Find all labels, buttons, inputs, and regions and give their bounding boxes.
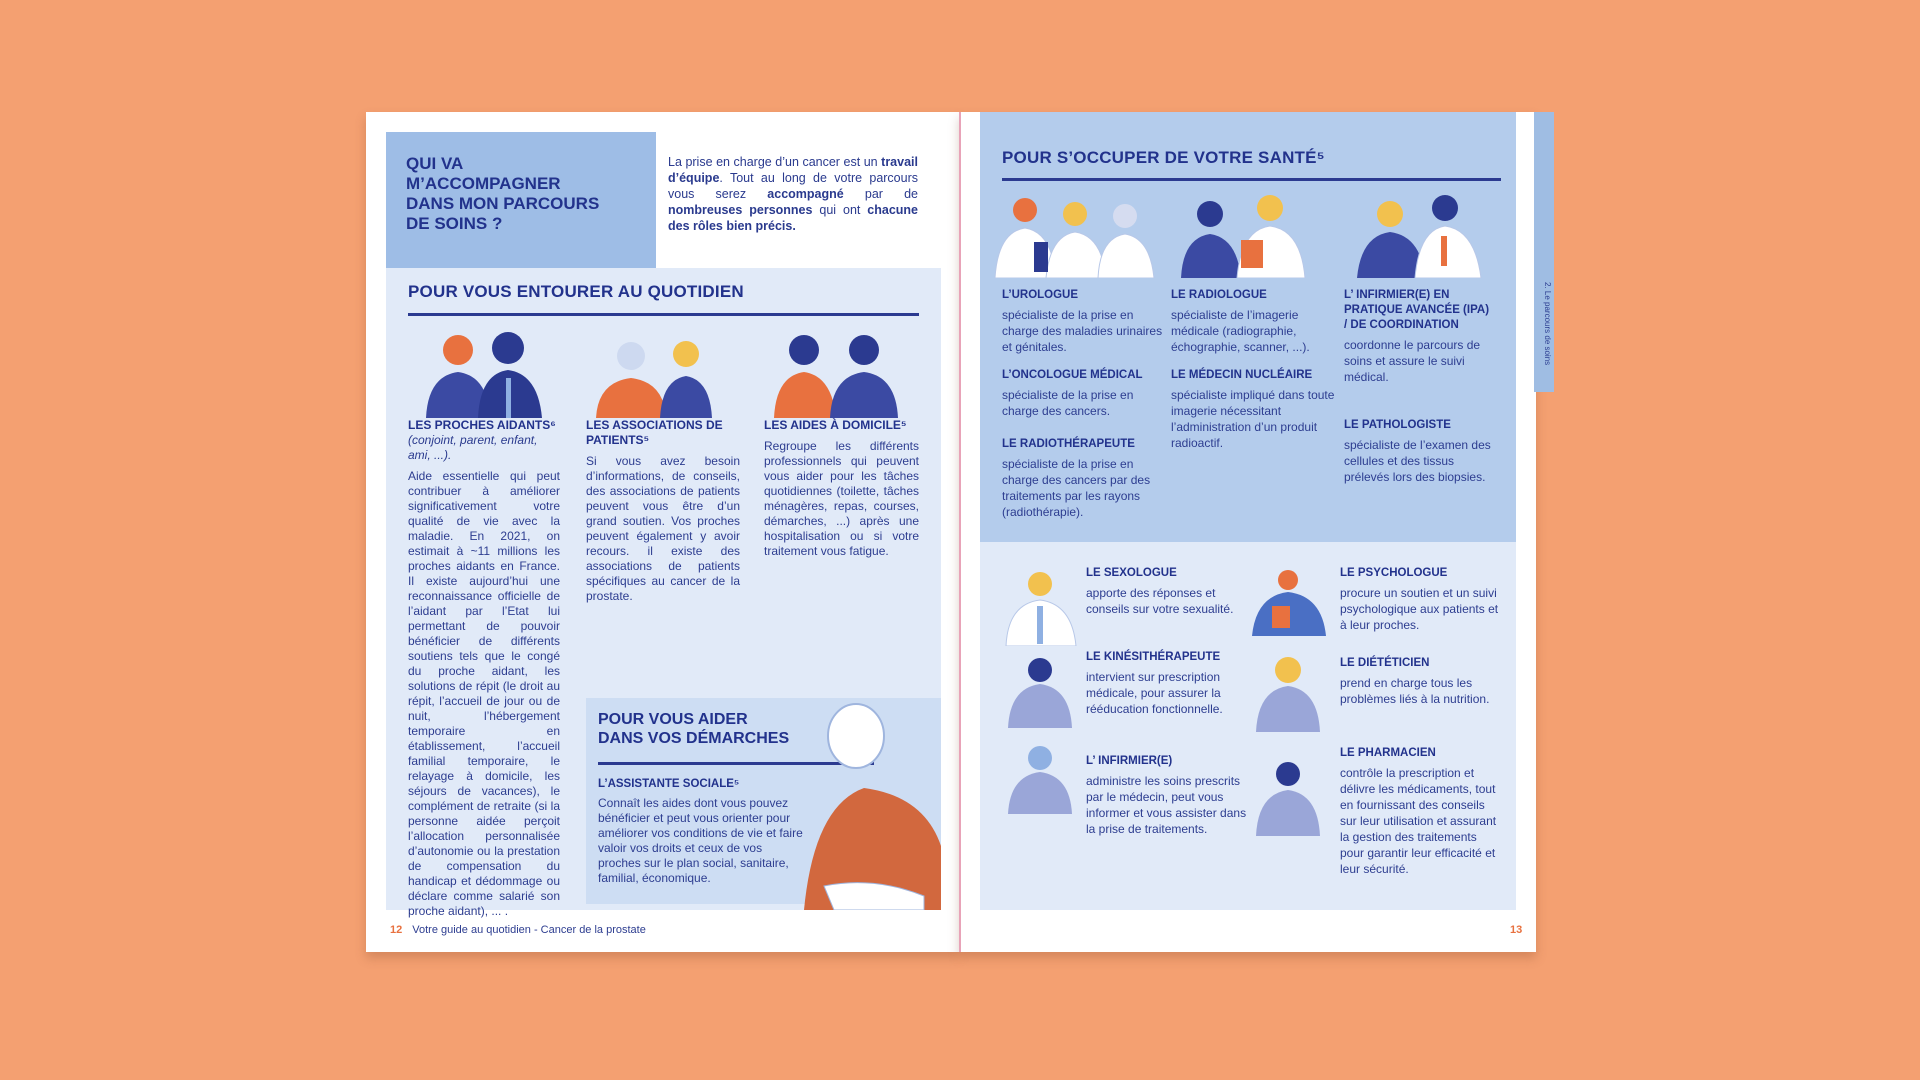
page-number: 12 [390, 924, 403, 936]
intro-bold: chacune des rôles bien précis. [668, 203, 918, 233]
role-body: spécialiste de l’examen des cellules et des tissus prélevés lors des biopsies. [1344, 438, 1491, 484]
column-associations [586, 418, 740, 604]
aid-heading: L’ASSISTANTE SOCIALE⁵ [598, 778, 740, 790]
associations-illustration [586, 328, 736, 418]
column-home-help [764, 418, 919, 559]
intro-text: par de [843, 187, 919, 201]
role-nuclear-physician [1171, 368, 1336, 451]
column-body: Si vous avez besoin d’informations, de conseils, des associations de patients peuvent vous être d’un grand soutien. Vos proches peuvent également y avoir recours. il existe des associations de patients spécifiques au cancer de la prostate. [586, 454, 740, 603]
role-physiotherapist [1086, 650, 1251, 717]
role-heading: LE MÉDECIN NUCLÉAIRE [1171, 369, 1313, 381]
page-number-right: 13 [1510, 924, 1523, 936]
role-body: procure un soutien et un suivi psychologique aux patients et à leur proches. [1340, 586, 1499, 632]
footer-left [390, 924, 646, 936]
column-body: Regroupe les différents professionnels qui peuvent vous aider pour les tâches quotidiennes (toilette, tâches ménagères, repas, courses, démarches, ...) après une hospitalisation ou si votre traitement vous fatigue. [764, 439, 919, 558]
role-pathologist [1344, 418, 1494, 485]
role-body: spécialiste de la prise en charge des maladies urinaires et génitales. [1002, 308, 1163, 354]
question-title: QUI VA M’ACCOMPAGNER DANS MON PARCOURS DE SOINS ? [406, 154, 600, 233]
role-body: spécialiste impliqué dans toute imagerie nécessitant l’administration d’un produit radioactif. [1171, 388, 1335, 450]
left-page [366, 112, 959, 952]
role-heading: LE KINÉSITHÉRAPEUTE [1086, 651, 1221, 663]
role-heading: LE PHARMACIEN [1340, 747, 1436, 759]
nurse-coordination-illustration [1345, 192, 1495, 278]
role-body: prend en charge tous les problèmes liés à la nutrition. [1340, 676, 1490, 706]
intro-bold: travail d’équipe [668, 155, 918, 185]
nurse-illustration [1000, 738, 1080, 818]
role-advanced-nurse [1344, 288, 1494, 385]
role-nurse [1086, 754, 1251, 837]
role-body: apporte des réponses et conseils sur votre sexualité. [1086, 586, 1234, 616]
section-title: POUR S’OCCUPER DE VOTRE SANTÉ⁵ [1002, 148, 1325, 167]
side-tab-label: 2. Le parcours de soins [1543, 282, 1552, 366]
brochure-spread [366, 112, 1552, 952]
role-radiotherapist [1002, 437, 1167, 520]
role-oncologist [1002, 368, 1167, 419]
role-heading: L’ INFIRMIER(E) [1086, 755, 1173, 767]
health-section [980, 112, 1516, 542]
role-radiologist [1171, 288, 1336, 355]
role-heading: L’ONCOLOGUE MÉDICAL [1002, 369, 1143, 381]
role-heading: L’ INFIRMIER(E) EN PRATIQUE AVANCÉE (IPA) / DE COORDINATION [1344, 289, 1490, 331]
role-heading: LE DIÉTÉTICIEN [1340, 657, 1430, 669]
physiotherapist-illustration [1000, 652, 1080, 732]
column-heading: LES AIDES À DOMICILE⁵ [764, 418, 907, 432]
role-psychologist [1340, 566, 1500, 633]
role-heading: LE PSYCHOLOGUE [1340, 567, 1448, 579]
psychologist-illustration [1248, 566, 1328, 646]
role-heading: LE RADIOLOGUE [1171, 289, 1267, 301]
question-box [386, 132, 656, 268]
other-professionals-section [980, 542, 1516, 910]
role-heading: LE SEXOLOGUE [1086, 567, 1177, 579]
dietitian-illustration [1248, 652, 1328, 732]
social-worker-illustration [794, 696, 941, 910]
role-heading: LE RADIOTHÉRAPEUTE [1002, 438, 1135, 450]
intro-bold: nombreuses personnes [668, 203, 813, 217]
role-body: spécialiste de la prise en charge des cancers par des traitements par les rayons (radiothérapie). [1002, 457, 1151, 519]
column-subtitle: (conjoint, parent, enfant, ami, ...). [408, 433, 538, 462]
aid-body: Connaît les aides dont vous pouvez bénéficier et peut vous orienter pour améliorer vos conditions de vie et faire valoir vos droits et ceux de vos proches sur le plan social, sanitaire, familial, économique. [598, 796, 803, 885]
caregivers-illustration [408, 328, 558, 418]
role-pharmacist [1340, 746, 1500, 877]
urology-team-illustration [990, 192, 1155, 278]
role-dietitian [1340, 656, 1500, 707]
section-title: POUR VOUS ENTOURER AU QUOTIDIEN [408, 282, 744, 301]
daily-support-section [386, 268, 941, 918]
home-help-illustration [764, 328, 914, 418]
column-heading: LES ASSOCIATIONS DE PATIENTS⁵ [586, 418, 723, 447]
role-body: spécialiste de la prise en charge des cancers. [1002, 388, 1134, 418]
section-rule [1002, 178, 1501, 181]
radiology-illustration [1175, 192, 1315, 278]
column-body: Aide essentielle qui peut contribuer à améliorer significativement votre qualité de vie avec la maladie. En 2021, on estimait à ~11 millions les proches aidants en France. Il existe aujourd’hui une reconnaissance officielle de l’aidant par l’Etat lui permettant de pouvoir bénéficier de différents soutiens tels que le congé du proche aidant, les solutions de répit (le droit au répit, l’accueil de jour ou de nuit, l’hébergement temporaire en établissement, l’accueil familial temporaire, le relayage à domicile, les séjours de vacances), le complément de retraite (si la personne aidée perçoit l’allocation personnalisée d’autonomie ou la prestation de compensation du handicap et dédommage ou déclare comme salarié son proche aidant), ... . [408, 469, 560, 918]
aid-title: POUR VOUS AIDER DANS VOS DÉMARCHES [598, 711, 790, 747]
pharmacist-illustration [1248, 758, 1328, 838]
column-heading: LES PROCHES AIDANTS⁶ [408, 418, 556, 432]
intro-text: . Tout au long de votre parcours vous serez [668, 171, 918, 201]
intro-bold: accompagné [767, 187, 844, 201]
role-sexologist [1086, 566, 1251, 617]
role-body: contrôle la prescription et délivre les médicaments, tout en fournissant des conseils sur leur utilisation et assurant la gestion des traitements pour garantir leur efficacité et leur sécurité. [1340, 766, 1497, 876]
footer-text: Votre guide au quotidien - Cancer de la prostate [412, 924, 646, 936]
intro-text: La prise en charge d’un cancer est un [668, 155, 882, 169]
role-body: coordonne le parcours de soins et assure le suivi médical. [1344, 338, 1481, 384]
intro-text: qui ont [812, 203, 868, 217]
section-rule [408, 313, 919, 316]
role-body: intervient sur prescription médicale, pour assurer la rééducation fonctionnelle. [1086, 670, 1223, 716]
column-caregivers [408, 418, 560, 919]
role-heading: LE PATHOLOGISTE [1344, 419, 1451, 431]
role-heading: L’UROLOGUE [1002, 289, 1079, 301]
role-body: spécialiste de l’imagerie médicale (radiographie, échographie, scanner, ...). [1171, 308, 1310, 354]
role-urologist [1002, 288, 1167, 355]
page-gutter [959, 112, 961, 952]
intro-paragraph [668, 154, 918, 234]
sexologist-illustration [1000, 566, 1080, 646]
role-body: administre les soins prescrits par le médecin, peut vous informer et vous assister dans la prise de traitements. [1086, 774, 1247, 836]
